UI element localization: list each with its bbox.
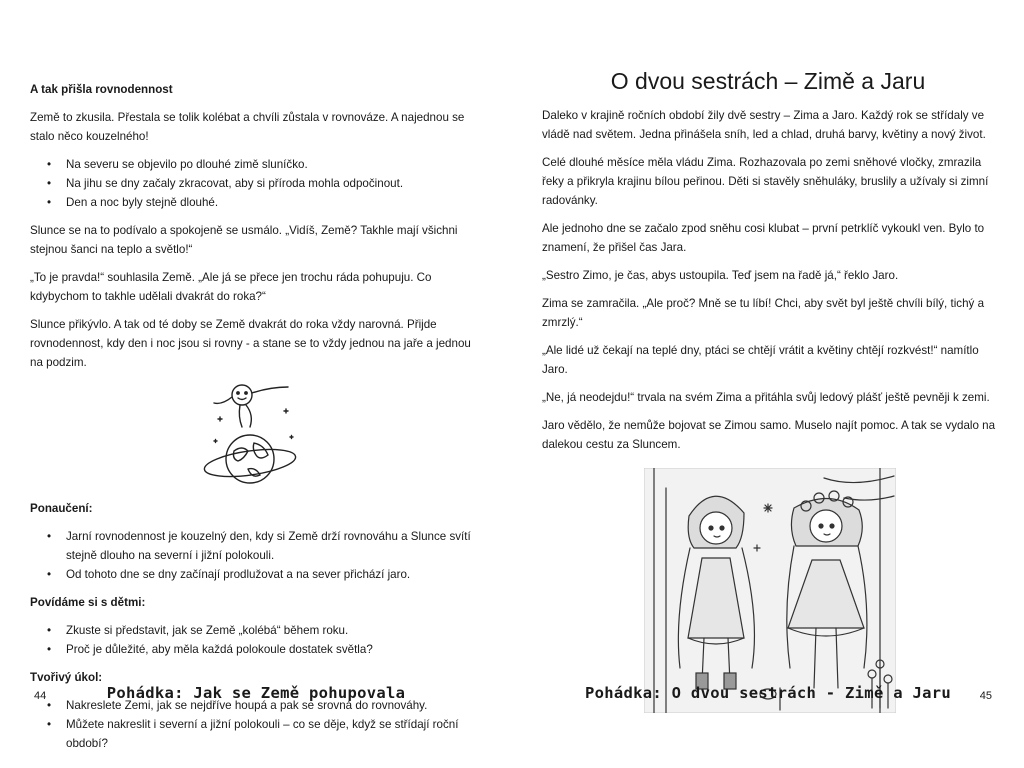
paragraph: „Sestro Zimo, je čas, abys ustoupila. Teď jsem na řadě já,“ řeklo Jaro. — [542, 269, 899, 282]
paragraph-3: „To je pravda!“ souhlasila Země. „Ale já se přece jen trochu ráda pohupuju. Co kdybychom to takhle udělali dvakrát do roka?“ — [30, 271, 432, 303]
page-number: 44 — [34, 690, 47, 702]
paragraph-4: Slunce přikývlo. A tak od té doby se Země dvakrát do roka vždy narovná. Přijde rovnodennost, kdy den i noc jsou si rovny - a stane se to vždy jednou na jaře a jednou na podzim. — [30, 318, 471, 369]
winter-spring-sisters-illustration — [644, 468, 896, 713]
paragraph: Zima se zamračila. „Ale proč? Mně se tu líbí! Chci, aby svět byl ještě chvíli bílý, tichý a zmrzlý.“ — [542, 297, 985, 329]
page-footer: Pohádka: Jak se Země pohupovala — [106, 684, 406, 702]
paragraph: Ale jednoho dne se začalo zpod sněhu cosi klubat – první petrklíč vykoukl ven. Bylo to znamení, že přišel čas Jara. — [542, 222, 985, 254]
page-number: 45 — [979, 690, 992, 702]
left-column — [30, 80, 475, 762]
bullet-list-1 — [30, 155, 475, 212]
list-item: • Zkuste si představit, jak se Země „kolébá“ během roku. — [30, 621, 475, 640]
paragraph: Daleko v krajině ročních období žily dvě sestry – Zima a Jaro. Každý rok se střídaly ve vládě nad světem. Jedna přinášela sníh, led a chlad, druhá barvy, květiny a nový život. — [542, 109, 986, 141]
paragraph-2: Slunce se na to podívalo a spokojeně se usmálo. „Vidíš, Země? Takhle mají všichni stejnou šanci na teplo a světlo!“ — [30, 224, 458, 256]
talk-heading: Povídáme si s dětmi: — [30, 596, 146, 609]
page-footer: Pohádka: O dvou sestrách - Zimě a Jaru — [584, 684, 951, 702]
right-page — [512, 0, 1024, 768]
task-list — [30, 696, 475, 753]
lesson-list — [30, 527, 475, 584]
paragraph: „Ale lidé už čekají na teplé dny, ptáci se chtějí vrátit a květiny chtějí rozkvést!“ namítlo Jaro. — [542, 344, 979, 376]
right-column — [542, 106, 997, 713]
list-item: • Jarní rovnodennost je kouzelný den, kdy si Země drží rovnováhu a Slunce svítí stejně dlouho na severní i jižní polokouli. — [30, 527, 475, 565]
list-item: • Den a noc byly stejně dlouhé. — [30, 193, 475, 212]
paragraph: „Ne, já neodejdu!“ trvala na svém Zima a přitáhla svůj ledový plášť ještě pevněji k zemi. — [542, 391, 990, 404]
task-heading: Tvořivý úkol: — [30, 671, 103, 684]
lesson-heading: Ponaučení: — [30, 502, 93, 515]
paragraph: Jaro vědělo, že nemůže bojovat se Zimou samo. Muselo najít pomoc. A tak se vydalo na dalekou cestu za Sluncem. — [542, 419, 996, 451]
talk-list — [30, 621, 475, 659]
list-item: • Nakreslete Zemi, jak se nejdříve houpá a pak se srovná do rovnováhy. — [30, 696, 475, 715]
list-item: • Od tohoto dne se dny začínají prodlužovat a na sever přichází jaro. — [30, 565, 475, 584]
section-heading: A tak přišla rovnodennost — [30, 83, 173, 96]
paragraph-1: Země to zkusila. Přestala se tolik kolébat a chvíli zůstala v rovnováze. A najednou se stalo něco kouzelného! — [30, 111, 465, 143]
list-item: • Proč je důležité, aby měla každá polokoule dostatek světla? — [30, 640, 475, 659]
paragraph: Celé dlouhé měsíce měla vládu Zima. Rozhazovala po zemi sněhové vločky, zmrazila řeky a přikryla krajinu bílou peřinou. Děti si stavěly sněhuláky, bruslily a užívaly si zimní radovánky. — [542, 156, 989, 207]
earth-balance-illustration — [198, 381, 308, 493]
story-title: O dvou sestrách – Zimě a Jaru — [610, 68, 926, 94]
list-item: • Na jihu se dny začaly zkracovat, aby si příroda mohla odpočinout. — [30, 174, 475, 193]
list-item: • Můžete nakreslit i severní a jižní polokouli – co se děje, když se střídají roční období? — [30, 715, 475, 753]
list-item: • Na severu se objevilo po dlouhé zimě sluníčko. — [30, 155, 475, 174]
